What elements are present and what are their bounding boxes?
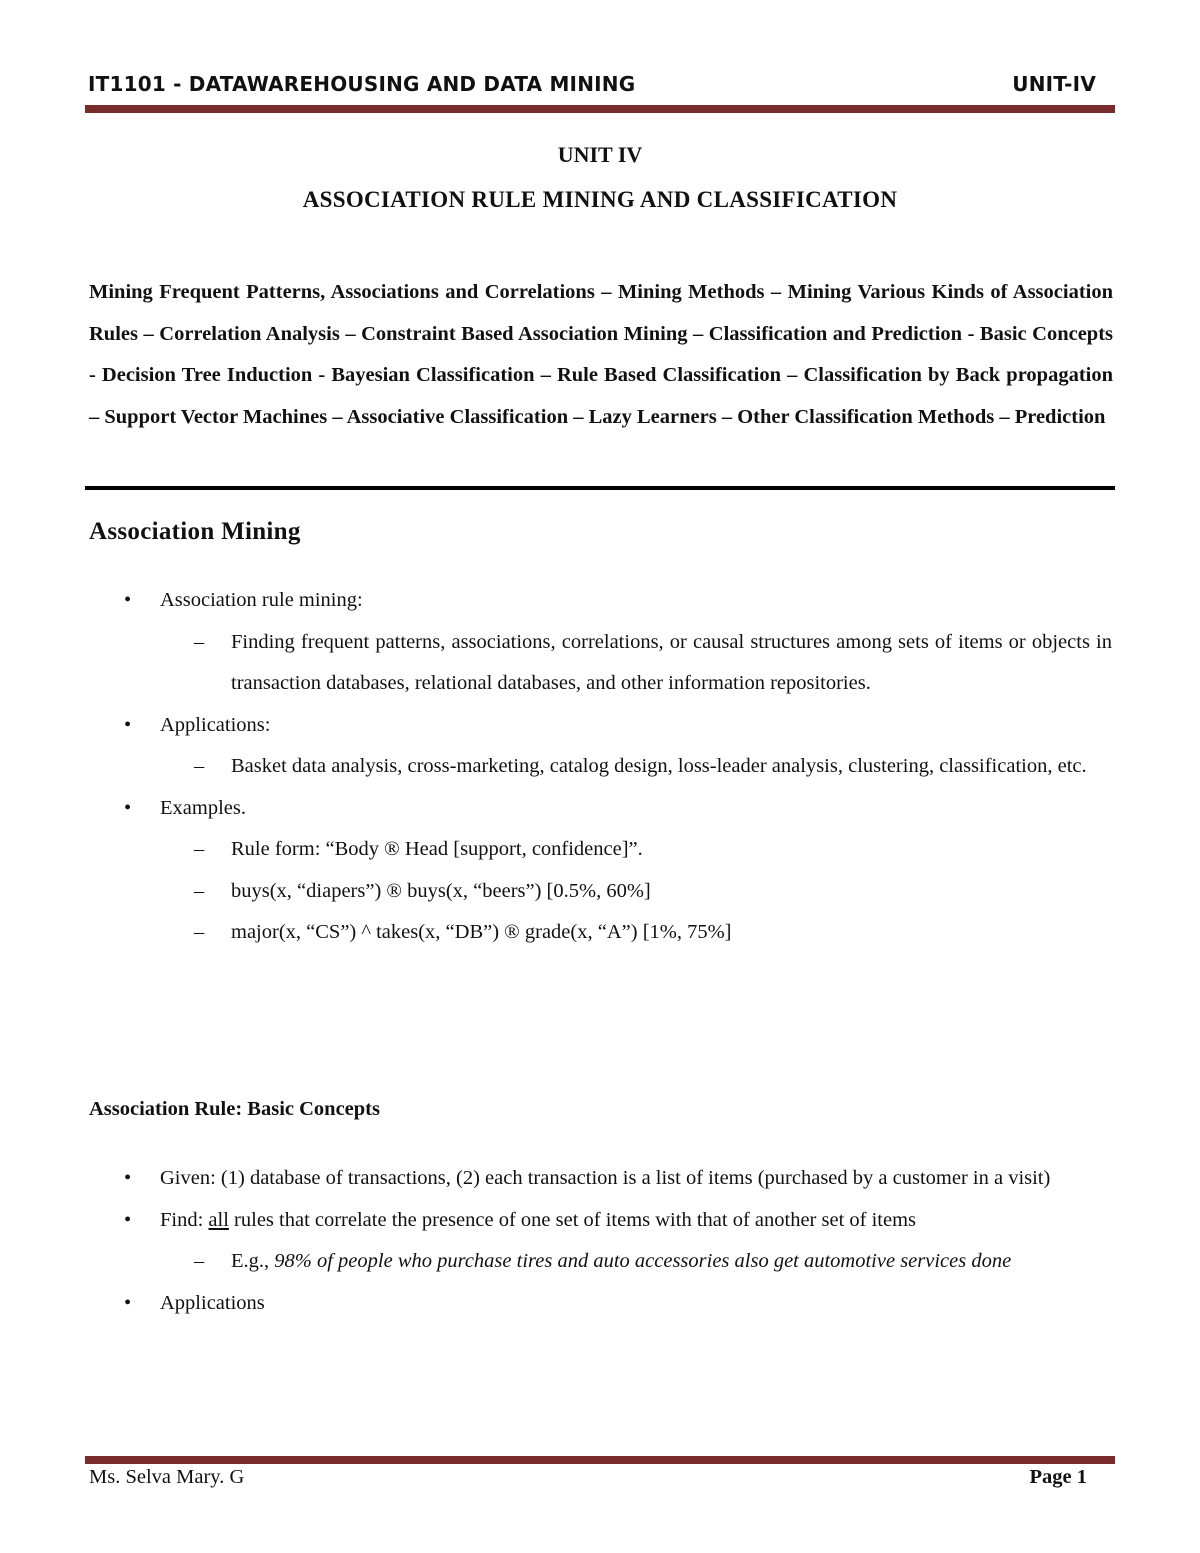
list-item: [0, 829, 1200, 871]
header-course-title: IT1101 - DATAWAREHOUSING AND DATA MINING: [88, 72, 636, 96]
sub-item-text: Basket data analysis, cross-marketing, catalog design, loss-leader analysis, clustering, classification, etc.: [231, 755, 1087, 777]
sub-item-text: Rule form: “Body ® Head [support, confidence]”.: [231, 838, 643, 860]
sub-item-text: major(x, “CS”) ^ takes(x, “DB”) ® grade(x, “A”) [1%, 75%]: [231, 921, 732, 943]
basic-concepts-list: [0, 1158, 1200, 1324]
list-item: [0, 622, 1200, 705]
list-item: [0, 871, 1200, 913]
header-unit-label: UNIT-IV: [1012, 72, 1096, 96]
bullet-marker: •: [124, 1291, 132, 1314]
association-mining-list: [0, 580, 1200, 954]
example-prefix: E.g.,: [231, 1250, 275, 1272]
section-heading-basic-concepts: Association Rule: Basic Concepts: [89, 1098, 380, 1120]
footer-page-number: Page 1: [1029, 1466, 1087, 1488]
list-item: [0, 1158, 1200, 1200]
list-item: [0, 580, 1200, 622]
list-item: [0, 705, 1200, 747]
section-heading-association-mining: Association Mining: [89, 518, 301, 545]
sub-item-text: Finding frequent patterns, associations, correlations, or causal structures among sets of items or objects in transaction databases, relational databases, and other information repositories.: [231, 630, 1112, 694]
bullet-text: Given: (1) database of transactions, (2) each transaction is a list of items (purchased by a customer in a visit): [160, 1167, 1051, 1189]
dash-marker: –: [194, 755, 205, 777]
bullet-marker: •: [124, 1208, 132, 1231]
list-item: [0, 1241, 1200, 1283]
bullet-text: Association rule mining:: [160, 589, 363, 611]
sub-item-text: buys(x, “diapers”) ® buys(x, “beers”) [0.5%, 60%]: [231, 879, 651, 902]
find-underlined-word: all: [208, 1208, 229, 1231]
header-rule: [85, 105, 1115, 113]
list-item: [0, 788, 1200, 830]
bullet-marker: •: [124, 796, 132, 819]
bullet-marker: •: [124, 589, 132, 611]
example-italic-text: 98% of people who purchase tires and auto accessories also get automotive services done: [274, 1250, 1012, 1272]
bullet-text: Examples.: [160, 796, 246, 819]
list-item: [0, 746, 1200, 788]
footer-rule: [85, 1456, 1115, 1464]
find-prefix: Find:: [160, 1208, 209, 1231]
dash-marker: –: [194, 879, 205, 902]
bullet-text: Applications: [160, 1291, 265, 1314]
dash-marker: –: [194, 630, 205, 653]
sub-item-text: [231, 1241, 1112, 1283]
list-item: [0, 1200, 1200, 1242]
syllabus-divider: [85, 486, 1115, 490]
dash-marker: –: [194, 921, 205, 943]
unit-title: UNIT IV: [557, 142, 643, 167]
dash-marker: –: [194, 838, 205, 860]
syllabus-paragraph: Mining Frequent Patterns, Associations and Correlations – Mining Methods – Mining Various Kinds of Association Rules – Correlation Analysis – Constraint Based Association Mining – Classification and Prediction - Basic Concepts - Decision Tree Induction - Bayesian Classification – Rule Based Classification – Classification by Back propagation – Support Vector Machines – Associative Classification – Lazy Learners – Other Classification Methods – Prediction: [89, 281, 1113, 428]
bullet-text: Applications:: [160, 713, 271, 736]
find-suffix: rules that correlate the presence of one set of items with that of another set of items: [228, 1208, 917, 1231]
list-item: [0, 912, 1200, 954]
dash-marker: –: [194, 1250, 205, 1272]
bullet-marker: •: [124, 713, 132, 736]
unit-subtitle: ASSOCIATION RULE MINING AND CLASSIFICATION: [302, 187, 898, 212]
bullet-marker: •: [124, 1167, 132, 1189]
bullet-text: [160, 1200, 1112, 1242]
footer-author: Ms. Selva Mary. G: [89, 1466, 245, 1488]
list-item: [0, 1283, 1200, 1325]
